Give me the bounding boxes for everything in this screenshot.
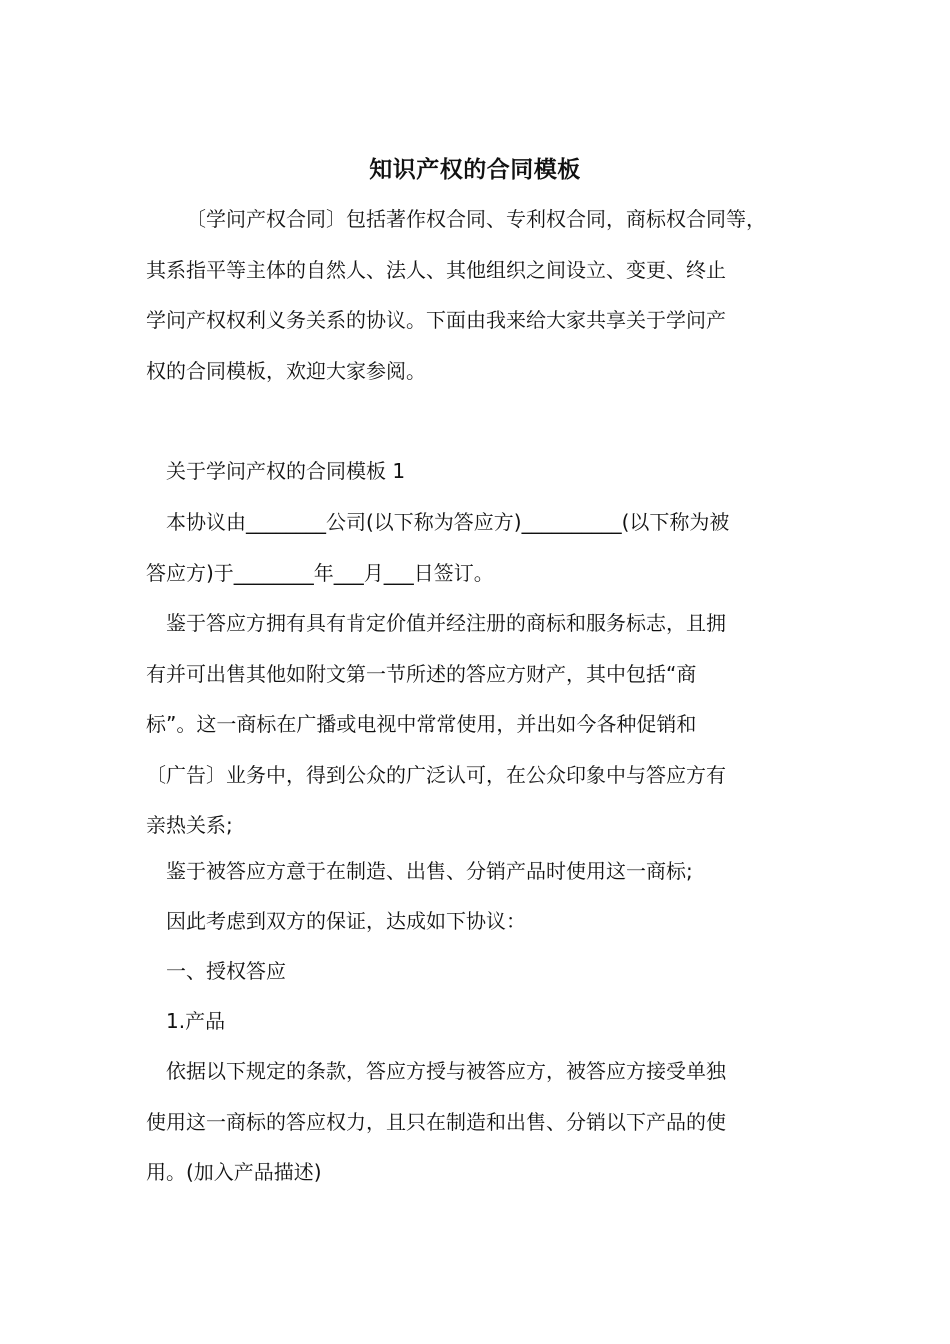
- heading-grant: [146, 946, 810, 997]
- whereas-line: 〔广告〕业务中，得到公众的广泛认可，在公众印象中与答应方有: [146, 762, 726, 787]
- heading-grant-text: 一、授权答应: [166, 959, 286, 983]
- therefore-paragraph: [146, 896, 810, 947]
- heading-product-text: 1.产品: [166, 1009, 226, 1033]
- document-title: 知识产权的合同模板: [369, 157, 581, 183]
- whereas-line: 标”。这一商标在广播或电视中常常使用，并出如今各种促销和: [146, 712, 697, 736]
- therefore-text: 因此考虑到双方的保证，达成如下协议：: [166, 909, 526, 933]
- product-line: 用。(加入产品描述): [146, 1160, 322, 1184]
- whereas-paragraph-1: [146, 598, 810, 851]
- whereas-line: 亲热关系;: [146, 813, 233, 837]
- product-paragraph: [146, 1046, 810, 1198]
- section-heading-text: 关于学问产权的合同模板 1: [166, 459, 406, 483]
- heading-product: [146, 996, 810, 1047]
- whereas-line: 鉴于答应方拥有具有肯定价值并经注册的商标和服务标志，且拥: [166, 611, 726, 635]
- whereas-2-text: 鉴于被答应方意于在制造、出售、分销产品时使用这一商标;: [166, 859, 693, 883]
- whereas-line: 有并可出售其他如附文第一节所述的答应方财产，其中包括“商: [146, 661, 697, 686]
- intro-line: 其系指平等主体的自然人、法人、其他组织之间设立、变更、终止: [146, 257, 726, 282]
- product-line: 使用这一商标的答应权力，且只在制造和出售、分销以下产品的使: [146, 1109, 726, 1134]
- parties-line: 本协议由________公司(以下称为答应方)__________(以下称为被: [166, 510, 730, 534]
- intro-line: 权的合同模板，欢迎大家参阅。: [146, 358, 426, 383]
- intro-line: 〔学问产权合同〕包括著作权合同、专利权合同，商标权合同等，: [186, 207, 766, 231]
- parties-line: 答应方)于________年___月___日签订。: [146, 560, 494, 585]
- product-line: 依据以下规定的条款，答应方授与被答应方，被答应方接受单独: [166, 1059, 726, 1083]
- intro-paragraph: [146, 194, 810, 396]
- parties-paragraph: [146, 497, 810, 598]
- whereas-paragraph-2: [146, 846, 810, 897]
- section-heading: [146, 446, 810, 497]
- intro-line: 学问产权权利义务关系的协议。下面由我来给大家共享关于学问产: [146, 308, 726, 332]
